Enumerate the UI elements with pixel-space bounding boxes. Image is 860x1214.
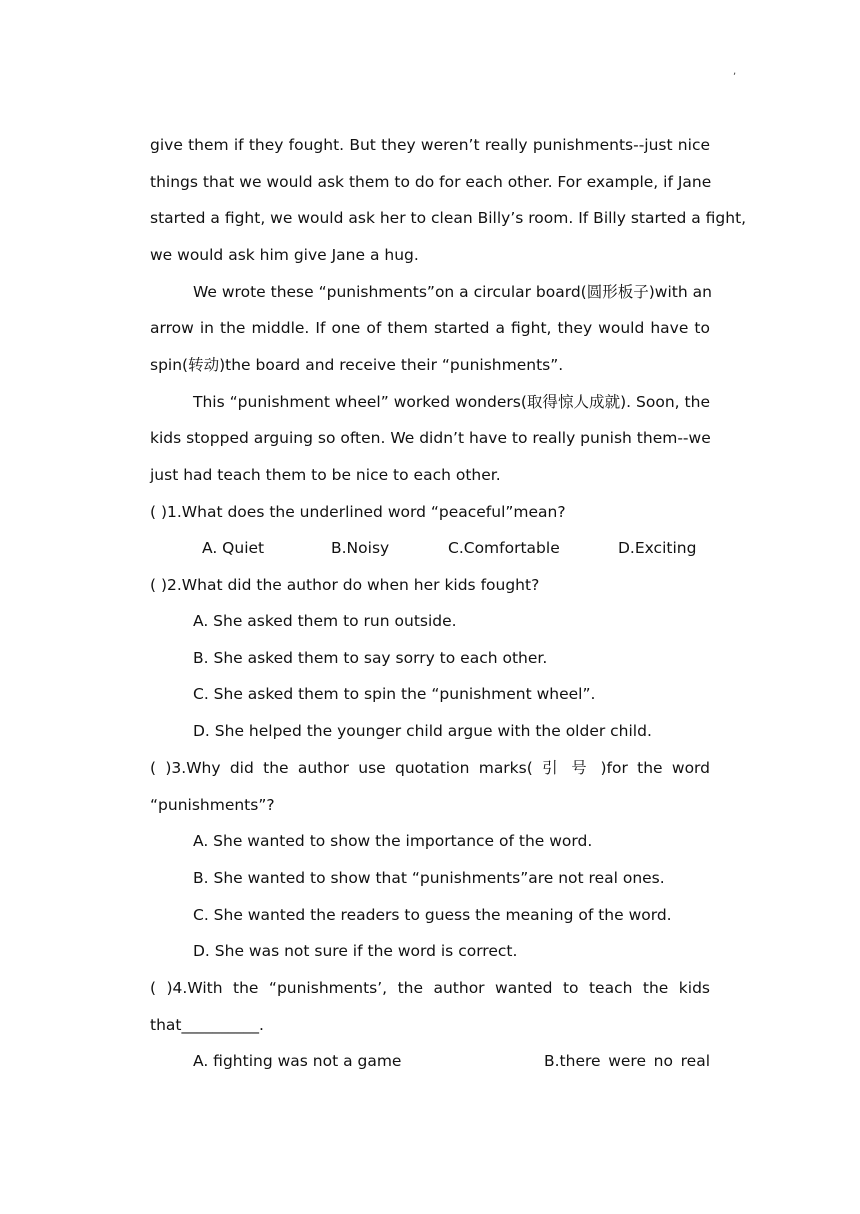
question-2-stem: ( )2.What did the author do when her kids fought? (150, 576, 540, 594)
q1-option-d: D.Exciting (618, 539, 697, 557)
q2-option-b: B. She asked them to say sorry to each other. (193, 649, 548, 667)
passage-line: We wrote these “punishments”on a circular board(圆形板子)with an (193, 283, 712, 301)
passage-line: things that we would ask them to do for each other. For example, if Jane (150, 173, 712, 191)
q2-option-d: D. She helped the younger child argue with the older child. (193, 722, 652, 740)
q3-option-a: A. She wanted to show the importance of the word. (193, 832, 593, 850)
passage-line: spin(转动)the board and receive their “punishments”. (150, 356, 564, 374)
q4-option-b: B.there were no real (544, 1052, 710, 1070)
passage-line: we would ask him give Jane a hug. (150, 246, 419, 264)
question-4-stem-continued: that__________. (150, 1016, 264, 1034)
question-1-stem: ( )1.What does the underlined word “peaceful”mean? (150, 503, 566, 521)
passage-line: just had teach them to be nice to each other. (150, 466, 501, 484)
question-3-stem: ( )3.Why did the author use quotation marks( 引 号 )for the word (150, 759, 710, 777)
corner-mark: , (733, 66, 737, 77)
q1-option-c: C.Comfortable (448, 539, 560, 557)
question-3-stem-continued: “punishments”? (150, 796, 275, 814)
q2-option-a: A. She asked them to run outside. (193, 612, 457, 630)
question-4-stem: ( )4.With the “punishments’, the author wanted to teach the kids (150, 979, 710, 997)
q3-option-b: B. She wanted to show that “punishments”are not real ones. (193, 869, 665, 887)
q2-option-c: C. She asked them to spin the “punishment wheel”. (193, 685, 596, 703)
q4-option-a: A. fighting was not a game (193, 1052, 402, 1070)
q3-option-d: D. She was not sure if the word is correct. (193, 942, 518, 960)
passage-line: give them if they fought. But they weren’t really punishments--just nice (150, 136, 710, 154)
q1-option-b: B.Noisy (331, 539, 390, 557)
passage-line: kids stopped arguing so often. We didn’t have to really punish them--we (150, 429, 711, 447)
q1-option-a: A. Quiet (202, 539, 265, 557)
passage-line: This “punishment wheel” worked wonders(取得惊人成就). Soon, the (193, 393, 710, 411)
passage-line: arrow in the middle. If one of them started a fight, they would have to (150, 319, 710, 337)
q3-option-c: C. She wanted the readers to guess the meaning of the word. (193, 906, 672, 924)
passage-line: started a fight, we would ask her to clean Billy’s room. If Billy started a fight, (150, 209, 747, 227)
